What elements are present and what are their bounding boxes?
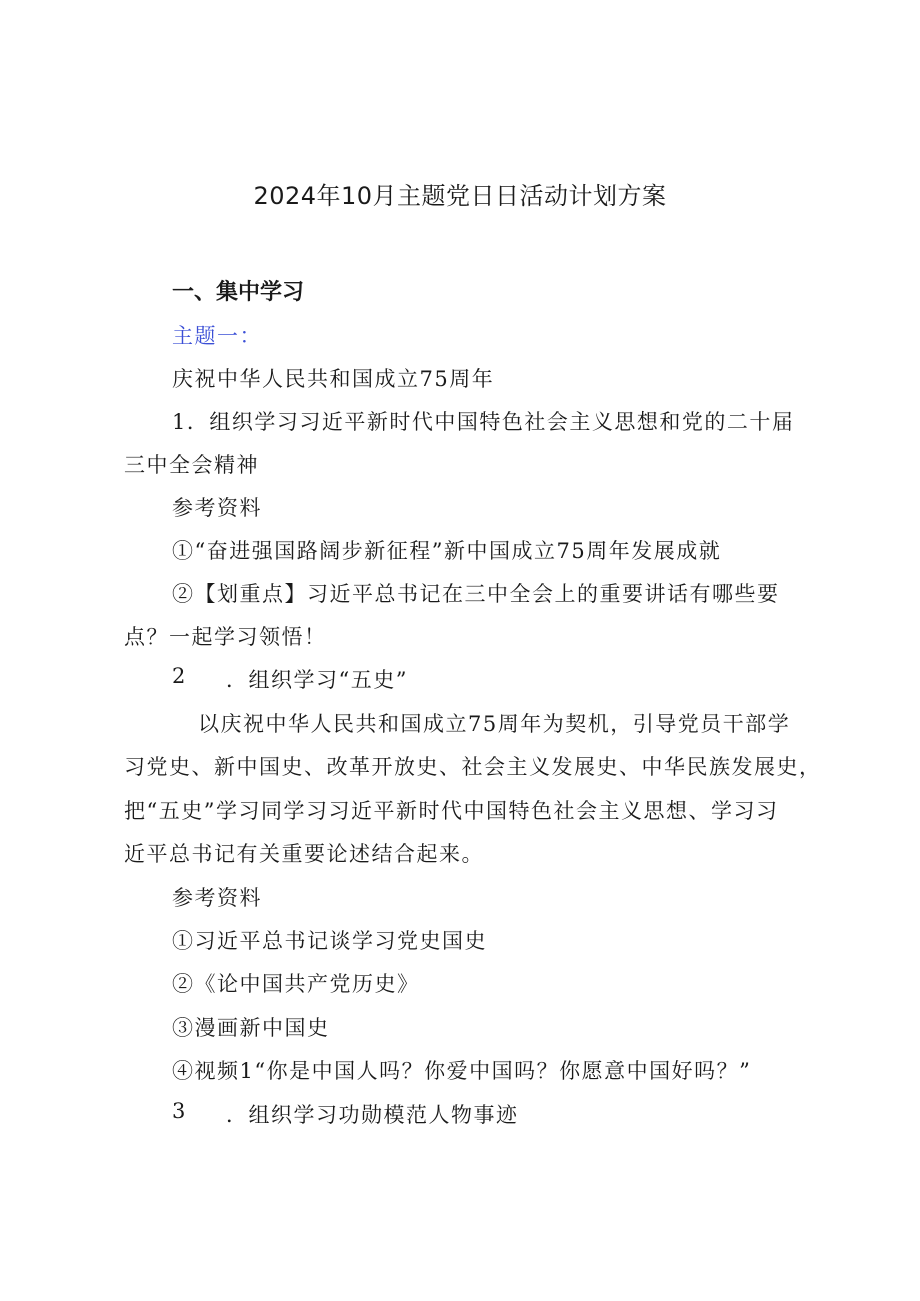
theme-text: 庆祝中华人民共和国成立75周年 (172, 367, 495, 391)
ref2-label: 参考资料 (172, 886, 262, 910)
para-line1: 以庆祝中华人民共和国成立75周年为契机，引导党员干部学 (198, 712, 791, 736)
item3-text: ．组织学习功勋模范人物事迹 (226, 1103, 519, 1127)
item1-line2: 三中全会精神 (124, 453, 259, 477)
item1-line1: 1．组织学习习近平新时代中国特色社会主义思想和党的二十届 (172, 410, 795, 434)
item2-text: ．组织学习“五史” (226, 668, 408, 692)
ref2-a: ①习近平总书记谈学习党史国史 (172, 929, 487, 953)
ref2-d: ④视频1“你是中国人吗？你爱中国吗？你愿意中国好吗？” (172, 1059, 752, 1083)
theme-label: 主题一： (172, 324, 262, 348)
ref1-a: ①“奋进强国路阔步新征程”新中国成立75周年发展成就 (172, 539, 722, 563)
item2-num: 2 (172, 664, 187, 688)
ref2-b: ②《论中国共产党历史》 (172, 972, 420, 996)
document-title: 2024年10月主题党日日活动计划方案 (253, 182, 667, 210)
ref1-b-line2: 点？一起学习领悟！ (124, 625, 327, 649)
ref1-b-line1: ②【划重点】习近平总书记在三中全会上的重要讲话有哪些要 (172, 582, 780, 606)
ref2-c: ③漫画新中国史 (172, 1016, 330, 1040)
para-line3: 把“五史”学习同学习习近平新时代中国特色社会主义思想、学习习 (124, 799, 779, 823)
ref1-label: 参考资料 (172, 496, 262, 520)
section-heading: 一、集中学习 (172, 280, 305, 305)
para-line2: 习党史、新中国史、改革开放史、社会主义发展史、中华民族发展史， (124, 755, 822, 779)
item3-num: 3 (172, 1099, 187, 1123)
para-line4: 近平总书记有关重要论述结合起来。 (124, 842, 484, 866)
